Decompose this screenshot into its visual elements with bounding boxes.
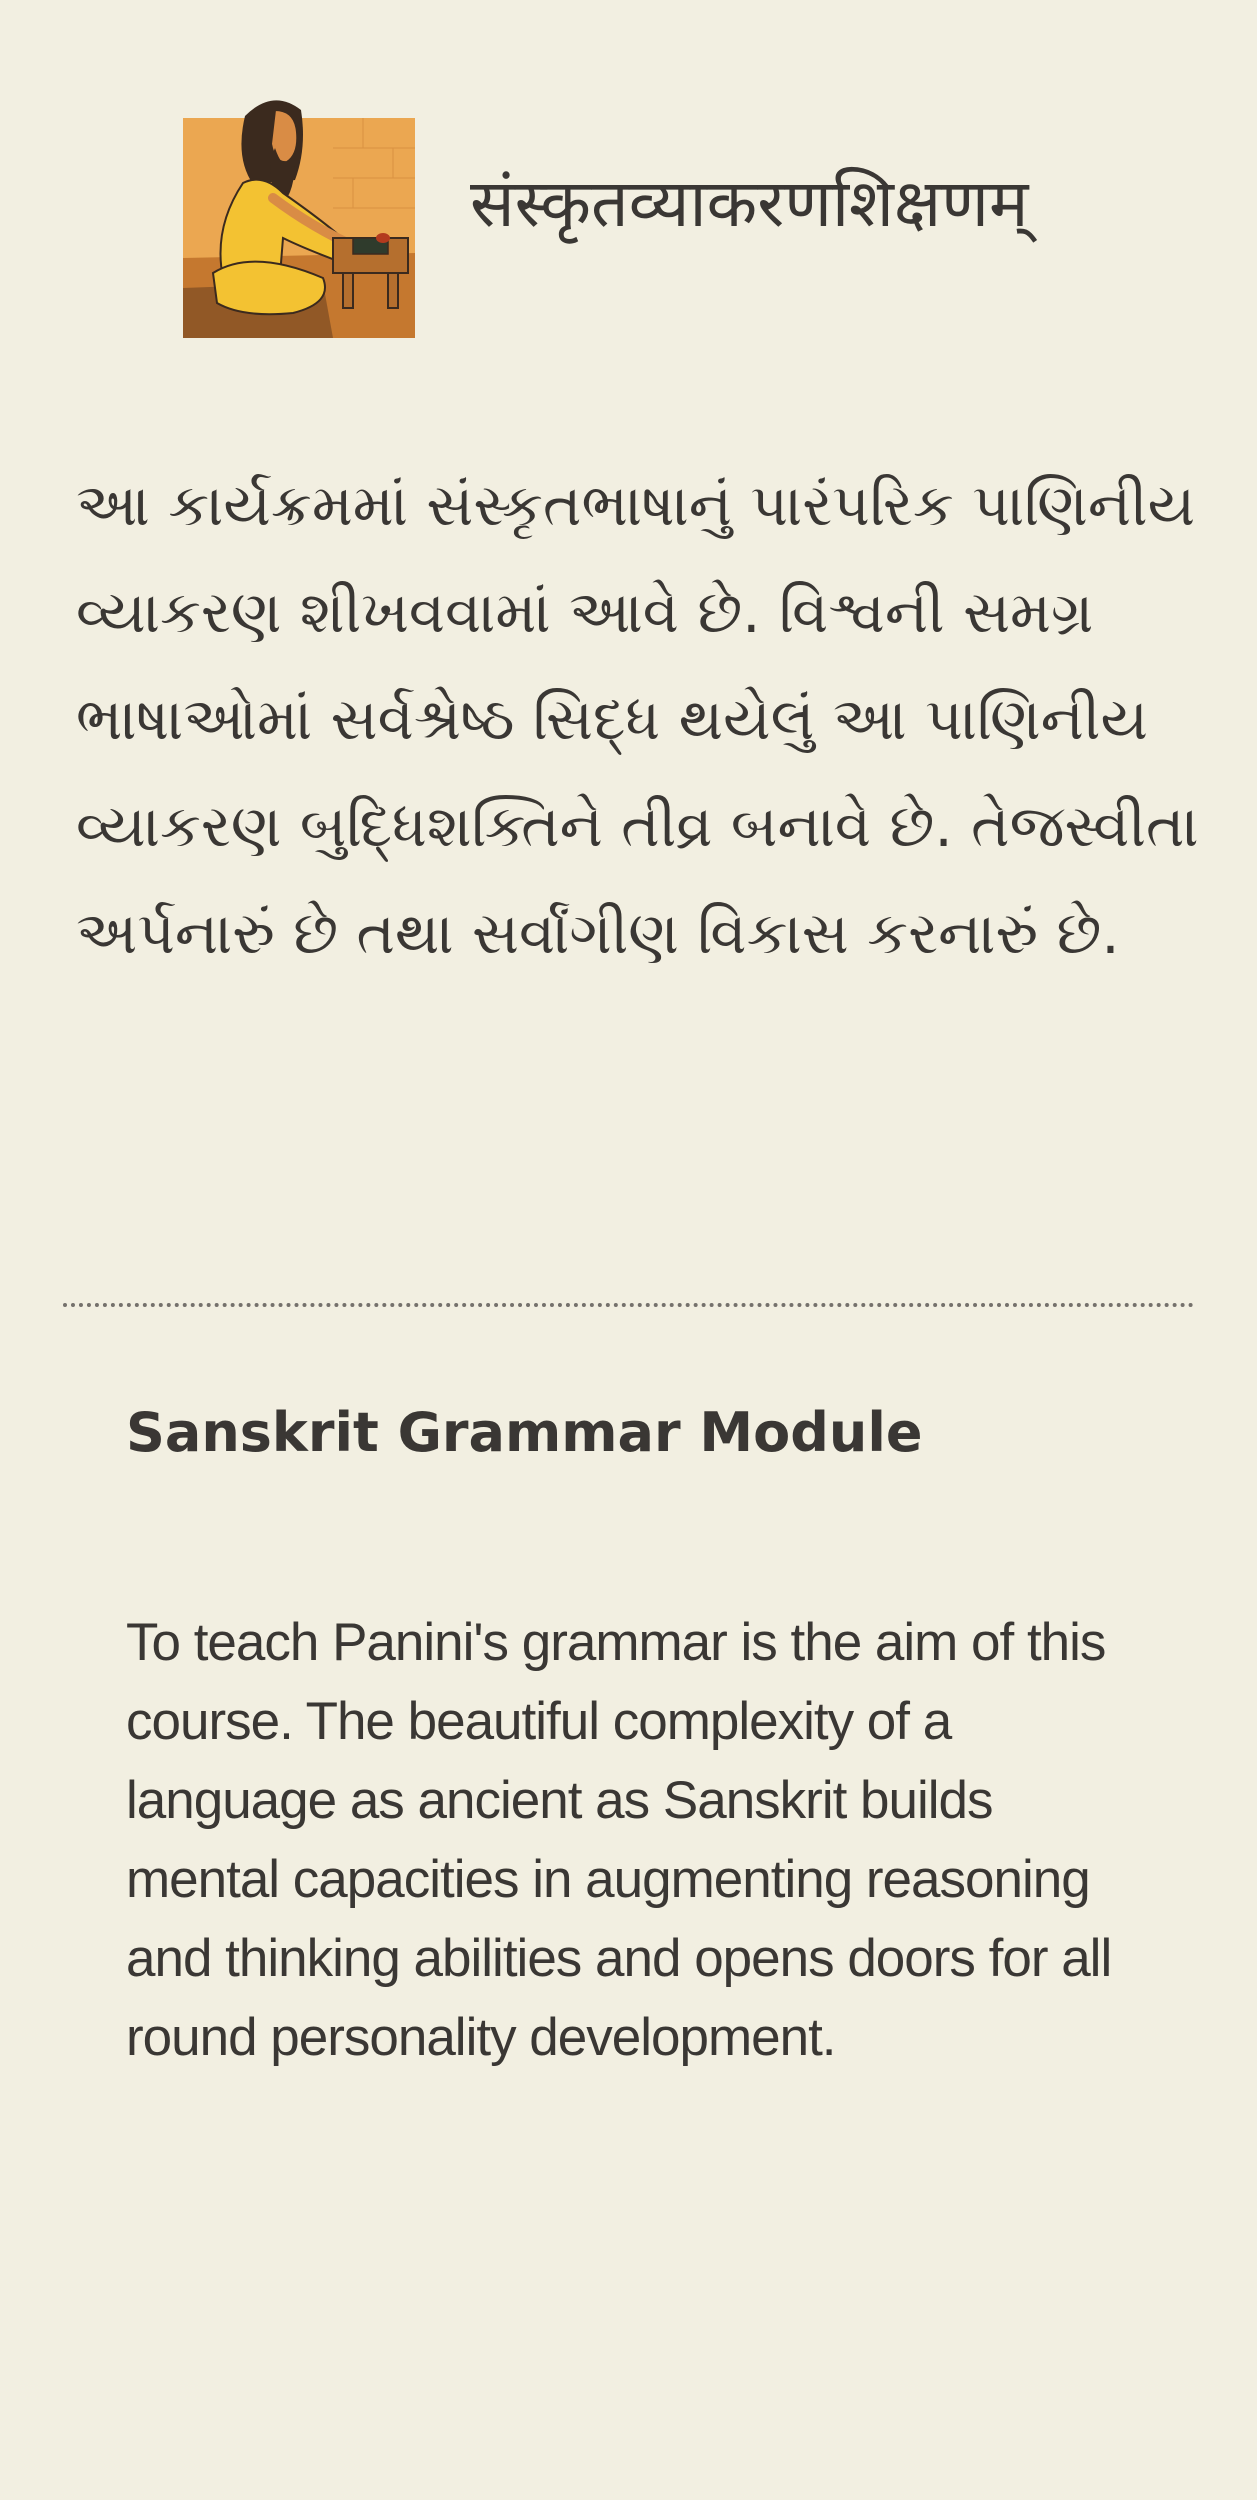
intro-paragraph-gujarati: આ કાર્યક્રમમાં સંસ્કૃતભાષાનું પારંપરિક પાણિનીય વ્યાકરણ શીખવવામાં આવે છે. વિશ્વની સમગ્ર ભાષાઓમાં સર્વશ્રેષ્ઠ સિદ્ધ થયેલું આ પાણિનીય વ્યાકરણ બુદ્ધિશક્તિને તીવ્ર બનાવે છે. તેજસ્વીતા અર્પનારું છે તથા સર્વાંગીણ વિકાસ કરનારું છે. bbox=[76, 471, 1199, 967]
dotted-divider bbox=[63, 1303, 1194, 1307]
sage-logo-image bbox=[183, 88, 415, 338]
page-title: संस्कृतव्याकरणशिक्षणम् bbox=[470, 165, 1029, 242]
page-header bbox=[0, 0, 1257, 380]
module-description: To teach Panini's grammar is the aim of this course. The beautiful complexity of a language as ancient as Sanskrit builds mental capacities in augmenting reasoning and thinking abilities and opens doors for all round personality development. bbox=[126, 1613, 1112, 2067]
module-heading: Sanskrit Grammar Module bbox=[126, 1401, 923, 1464]
